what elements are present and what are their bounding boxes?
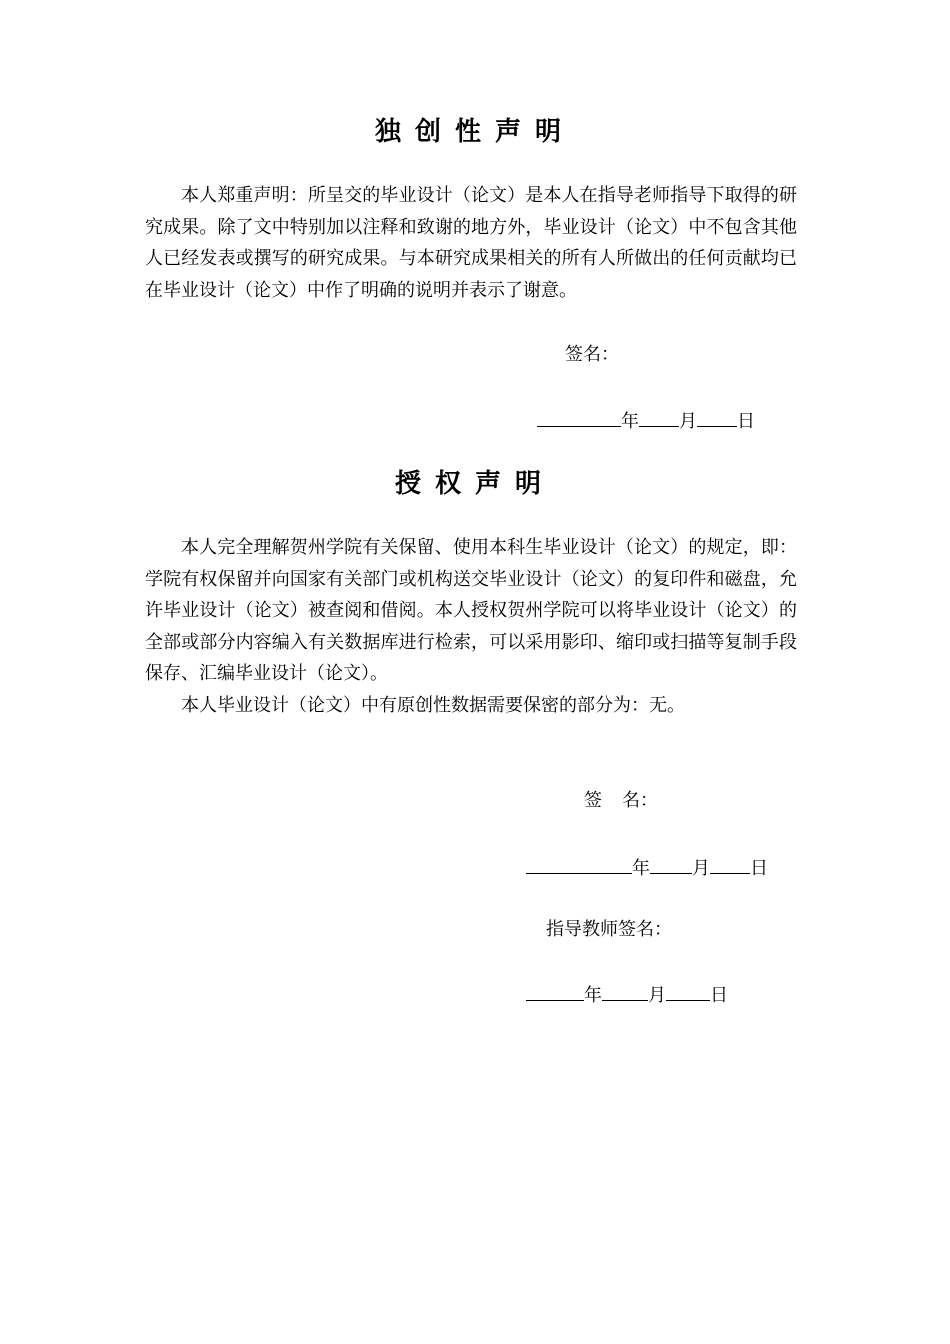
day-blank	[697, 406, 737, 427]
authorization-paragraph-2: 本人毕业设计（论文）中有原创性数据需要保密的部分为：无。	[181, 695, 685, 716]
authorization-paragraph-1: 本人完全理解贺州学院有关保留、使用本科生毕业设计（论文）的规定，即：学院有权保留并向国家有关部门或机构送交毕业设计（论文）的复印件和磁盘，允许毕业设计（论文）被查阅和借阅。本人授权贺州学院可以将毕业设计（论文）的全部或部分内容编入有关数据库进行检索，可以采用影印、缩印或扫描等复制手段保存、汇编毕业设计（论文）。	[145, 537, 797, 684]
year-blank	[537, 406, 621, 427]
month-label: 月	[692, 858, 710, 879]
authorization-date-line	[526, 853, 768, 882]
originality-title: 独创性声明	[374, 117, 575, 147]
month-label: 月	[679, 411, 697, 432]
month-label: 月	[648, 985, 666, 1006]
originality-date-line	[537, 406, 755, 435]
month-blank	[639, 406, 679, 427]
originality-paragraph: 本人郑重声明：所呈交的毕业设计（论文）是本人在指导老师指导下取得的研究成果。除了文中特别加以注释和致谢的地方外，毕业设计（论文）中不包含其他人已经发表或撰写的研究成果。与本研究成果相关的所有人所做出的任何贡献均已在毕业设计（论文）中作了明确的说明并表示了谢意。	[145, 185, 797, 301]
month-blank	[602, 980, 648, 1001]
year-blank	[526, 853, 632, 874]
month-blank	[650, 853, 692, 874]
advisor-date-line	[526, 980, 728, 1009]
advisor-signature-label: 指导教师签名：	[546, 919, 672, 940]
year-label: 年	[632, 858, 650, 879]
day-blank	[710, 853, 750, 874]
year-blank	[526, 980, 584, 1001]
day-blank	[666, 980, 710, 1001]
authorization-title: 授权声明	[394, 469, 555, 499]
signature-label-part2: 名：	[622, 790, 658, 811]
year-label: 年	[621, 411, 639, 432]
year-label: 年	[584, 985, 602, 1006]
day-label: 日	[750, 858, 768, 879]
originality-signature-label: 签名：	[565, 344, 619, 365]
day-label: 日	[737, 411, 755, 432]
day-label: 日	[710, 985, 728, 1006]
authorization-signature-label	[584, 788, 658, 814]
signature-label-part1: 签	[584, 790, 602, 811]
